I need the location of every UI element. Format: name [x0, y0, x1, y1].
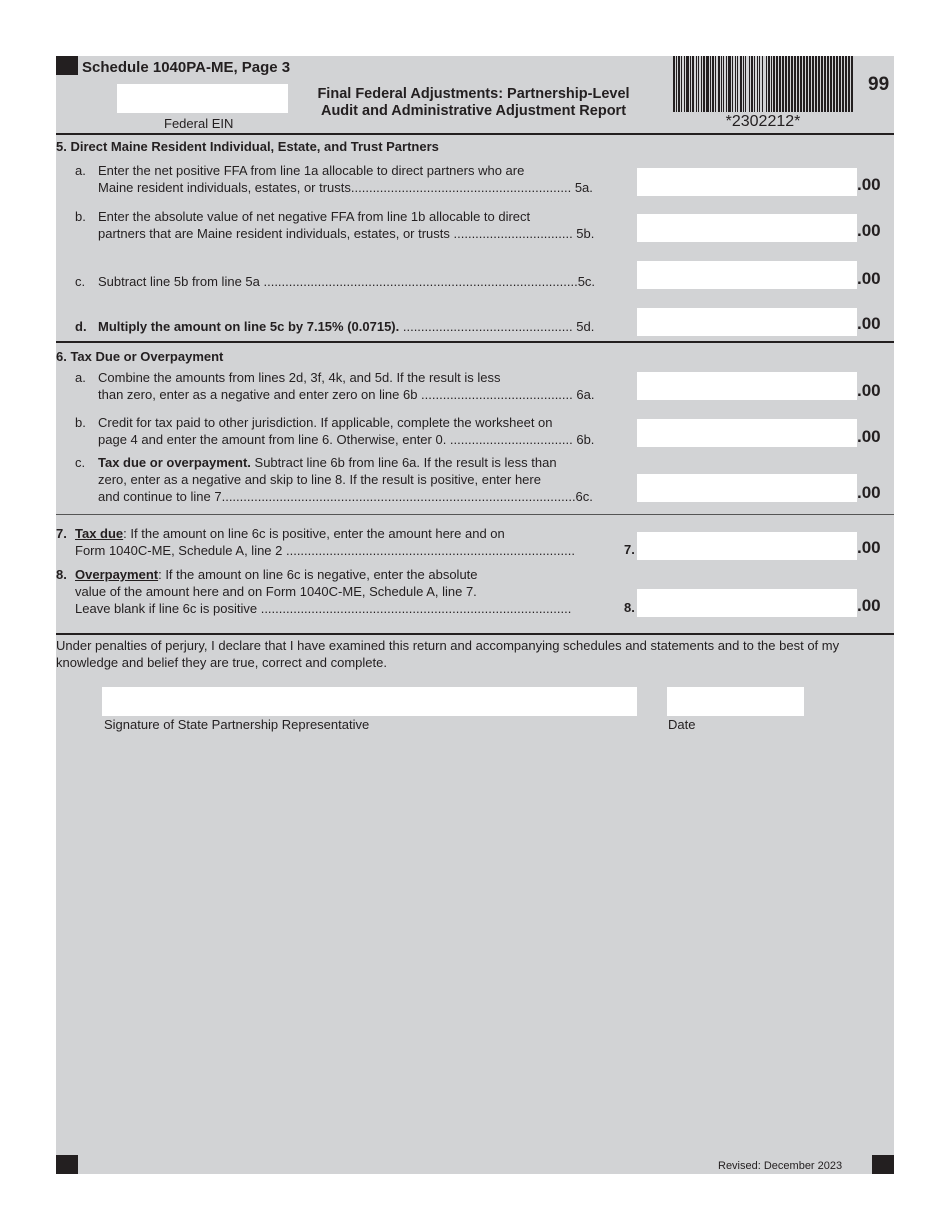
line-5b-input[interactable]	[637, 214, 857, 242]
revised-date: Revised: December 2023	[718, 1160, 843, 1172]
line-6b-text-1: Credit for tax paid to other jurisdiction. If applicable, complete the worksheet on	[98, 415, 553, 430]
line-6a-text-1: Combine the amounts from lines 2d, 3f, 4k, and 5d. If the result is less	[98, 370, 501, 385]
line-6c-text-3: and continue to line 7..................................................................................................6c.	[98, 489, 593, 504]
line-7-input[interactable]	[637, 532, 857, 560]
line-5a-input[interactable]	[637, 168, 857, 196]
line-8-cents: .00	[857, 596, 881, 615]
line-6a-text-2: than zero, enter as a negative and enter zero on line 6b .......................................... 6a.	[98, 387, 595, 402]
line-7-text	[75, 525, 633, 559]
divider	[56, 514, 894, 515]
line-6a-text	[98, 369, 633, 403]
line-8-text-1: : If the amount on line 6c is negative, enter the absolute	[158, 567, 478, 582]
date-label: Date	[668, 717, 696, 732]
line-6c-input[interactable]	[637, 474, 857, 502]
line-8-text-3: Leave blank if line 6c is positive ......................................................................................	[75, 601, 572, 616]
form-number: 99	[868, 74, 890, 95]
registration-mark-top-left	[56, 56, 78, 75]
line-8-number: 8.	[56, 567, 67, 582]
form-page	[56, 56, 894, 1174]
registration-mark-bottom-left	[56, 1155, 78, 1174]
divider	[56, 633, 894, 635]
line-6b-text	[98, 414, 633, 448]
perjury-statement: Under penalties of perjury, I declare that I have examined this return and accompanying schedules and statements and to the best of my knowledge and belief they are true, correct and complete.	[56, 638, 840, 670]
line-6c-cents: .00	[857, 483, 881, 502]
line-7-lead: Tax due	[75, 526, 124, 541]
line-5a-letter: a.	[75, 163, 86, 178]
line-5d-text	[98, 318, 633, 335]
line-5a-text	[98, 162, 633, 196]
line-7-ref: 7.	[624, 542, 635, 557]
line-5c-input[interactable]	[637, 261, 857, 289]
schedule-title: Schedule 1040PA-ME, Page 3	[82, 59, 291, 76]
line-8-ref: 8.	[624, 600, 635, 615]
line-6c-letter: c.	[75, 455, 86, 470]
line-5c-text	[98, 273, 633, 290]
line-6c-text-1: Subtract line 6b from line 6a. If the result is less than	[250, 455, 557, 470]
line-5c-text-1: Subtract line 5b from line 5a .......................................................................................5c.	[98, 274, 596, 289]
line-5c-letter: c.	[75, 274, 86, 289]
line-6c-text-2: zero, enter as a negative and skip to line 8. If the result is positive, enter here	[98, 472, 541, 487]
line-5d-input[interactable]	[637, 308, 857, 336]
form-title-line1: Final Federal Adjustments: Partnership-Level	[317, 86, 630, 102]
line-5b-text-2: partners that are Maine resident individuals, estates, or trusts ................................. 5b.	[98, 226, 595, 241]
line-6c-bold-lead: Tax due or overpayment.	[98, 455, 251, 470]
line-5d-text-1: Multiply the amount on line 5c by 7.15% (0.0715).	[98, 319, 400, 334]
line-5c-cents: .00	[857, 269, 881, 288]
line-7-text-1: : If the amount on line 6c is positive, enter the amount here and on	[123, 526, 505, 541]
form-title-line2: Audit and Administrative Adjustment Report	[320, 103, 627, 119]
line-6a-input[interactable]	[637, 372, 857, 400]
line-8-lead: Overpayment	[75, 567, 159, 582]
line-6b-cents: .00	[857, 427, 881, 446]
registration-mark-bottom-right	[872, 1155, 894, 1174]
line-7-cents: .00	[857, 538, 881, 557]
divider	[56, 341, 894, 343]
line-6b-text-2: page 4 and enter the amount from line 6. Otherwise, enter 0. .................................. 6b.	[98, 432, 595, 447]
section-5-heading: 5. Direct Maine Resident Individual, Estate, and Trust Partners	[56, 139, 439, 154]
line-5b-text	[98, 208, 633, 242]
line-7-number: 7.	[56, 526, 67, 541]
line-5a-text-2: Maine resident individuals, estates, or trusts............................................................. 5a.	[98, 180, 593, 195]
line-5b-text-1: Enter the absolute value of net negative FFA from line 1b allocable to direct	[98, 209, 531, 224]
line-5b-letter: b.	[75, 209, 86, 224]
barcode	[673, 56, 853, 112]
line-5b-cents: .00	[857, 221, 881, 240]
line-6b-letter: b.	[75, 415, 86, 430]
line-8-text-2: value of the amount here and on Form 1040C-ME, Schedule A, line 7.	[75, 584, 477, 599]
line-8-input[interactable]	[637, 589, 857, 617]
line-7-text-2: Form 1040C-ME, Schedule A, line 2 ................................................................................	[75, 543, 575, 558]
line-5d-cents: .00	[857, 314, 881, 333]
form-title	[306, 86, 641, 120]
barcode-text: *2302212*	[725, 113, 801, 130]
date-input[interactable]	[667, 687, 804, 716]
line-6b-input[interactable]	[637, 419, 857, 447]
signature-label: Signature of State Partnership Representative	[104, 717, 370, 732]
line-5d-letter: d.	[75, 319, 87, 334]
signature-input[interactable]	[102, 687, 637, 716]
line-6a-cents: .00	[857, 381, 881, 400]
line-8-text	[75, 566, 633, 617]
line-5a-text-1: Enter the net positive FFA from line 1a allocable to direct partners who are	[98, 163, 525, 178]
divider	[56, 133, 894, 135]
line-5d-text-2: ............................................... 5d.	[399, 319, 595, 334]
line-5a-cents: .00	[857, 175, 881, 194]
section-6-heading: 6. Tax Due or Overpayment	[56, 349, 224, 364]
line-6a-letter: a.	[75, 370, 86, 385]
line-6c-text	[98, 454, 633, 505]
federal-ein-input[interactable]	[117, 84, 288, 113]
federal-ein-label: Federal EIN	[164, 116, 234, 131]
